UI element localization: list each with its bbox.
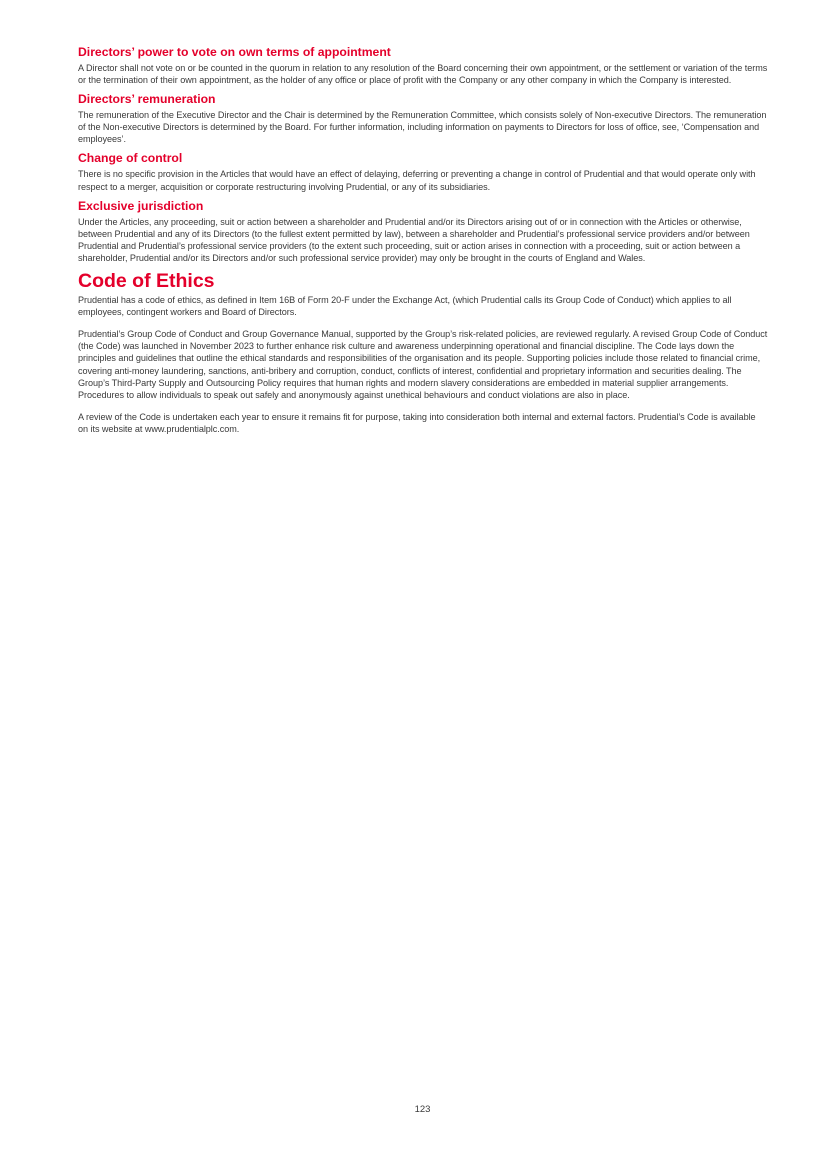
code-of-ethics-paragraph: A review of the Code is undertaken each year to ensure it remains fit for purpose, taking into consideration both internal and external factors. Prudential’s Code is available on its website at www.prudentialplc.com. (78, 411, 756, 434)
code-of-ethics-heading: Code of Ethics (78, 270, 215, 293)
section-change-of-control (78, 151, 768, 192)
section-body: A Director shall not vote on or be counted in the quorum in relation to any resolution of the Board concerning their own appointment, or the settlement or variation of the terms or the termination of their own appointment, as the holder of any office or place of profit with the Company or any other company in which the Company is interested. (78, 63, 768, 86)
code-of-ethics-paragraph: Prudential has a code of ethics, as defined in Item 16B of Form 20-F under the Exchange Act, (which Prudential calls its Group Code of Conduct) which applies to all employees, contingent workers and Board of Directors. (78, 295, 732, 318)
page-number: 123 (414, 1104, 431, 1115)
section-heading: Exclusive jurisdiction (78, 198, 204, 213)
section-heading: Directors’ remuneration (78, 92, 216, 107)
code-of-ethics-paragraph: Prudential’s Group Code of Conduct and Group Governance Manual, supported by the Group’s risk-related policies, are reviewed regularly. A revised Group Code of Conduct (the Code) was launched in November 2023 to further enhance risk culture and awareness underpinning operational and financial discipline. The Code lays down the principles and guidelines that outline the ethical standards and responsibilities of the organisation and its people. Supporting policies include those related to financial crime, covering anti-money laundering, sanctions, anti-bribery and corruption, conduct, conflicts of interest, confidential and proprietary information and securities dealing. The Group’s Third-Party Supply and Outsourcing Policy requires that human rights and modern slavery considerations are embedded in material supplier arrangements. Procedures to allow individuals to speak out safely and anonymously against unethical behaviours and conduct violations are also in place. (78, 329, 768, 400)
section-body: There is no specific provision in the Articles that would have an effect of delaying, deferring or preventing a change in control of Prudential and that would operate only with respect to a merger, acquisition or corporate restructuring involving Prudential, or any of its subsidiaries. (78, 169, 756, 192)
section-body: The remuneration of the Executive Director and the Chair is determined by the Remuneration Committee, which consists solely of Non-executive Directors. The remuneration of the Non-executive Directors is determined by the Board. For further information, including information on payments to Directors for loss of office, see, ‘Compensation and employees’. (78, 110, 767, 145)
section-body: Under the Articles, any proceeding, suit or action between a shareholder and Prudential and/or its Directors arising out of or in connection with the Articles or otherwise, between Prudential and any of its Directors (to the fullest extent permitted by law), between a shareholder and Prudential’s professional service providers and/or between Prudential and Prudential’s professional service providers (to the extent such proceeding, suit or action arises in connection with a proceeding, suit or action between a shareholder, Prudential and/or its Directors and/or such professional service provider) may only be brought in the courts of England and Wales. (78, 216, 750, 263)
document-page (78, 45, 768, 441)
section-directors-vote (78, 45, 768, 86)
section-directors-remuneration (78, 92, 768, 145)
section-heading: Change of control (78, 151, 183, 166)
section-heading: Directors’ power to vote on own terms of appointment (78, 45, 391, 59)
section-code-of-ethics (78, 270, 768, 435)
section-exclusive-jurisdiction (78, 199, 768, 264)
